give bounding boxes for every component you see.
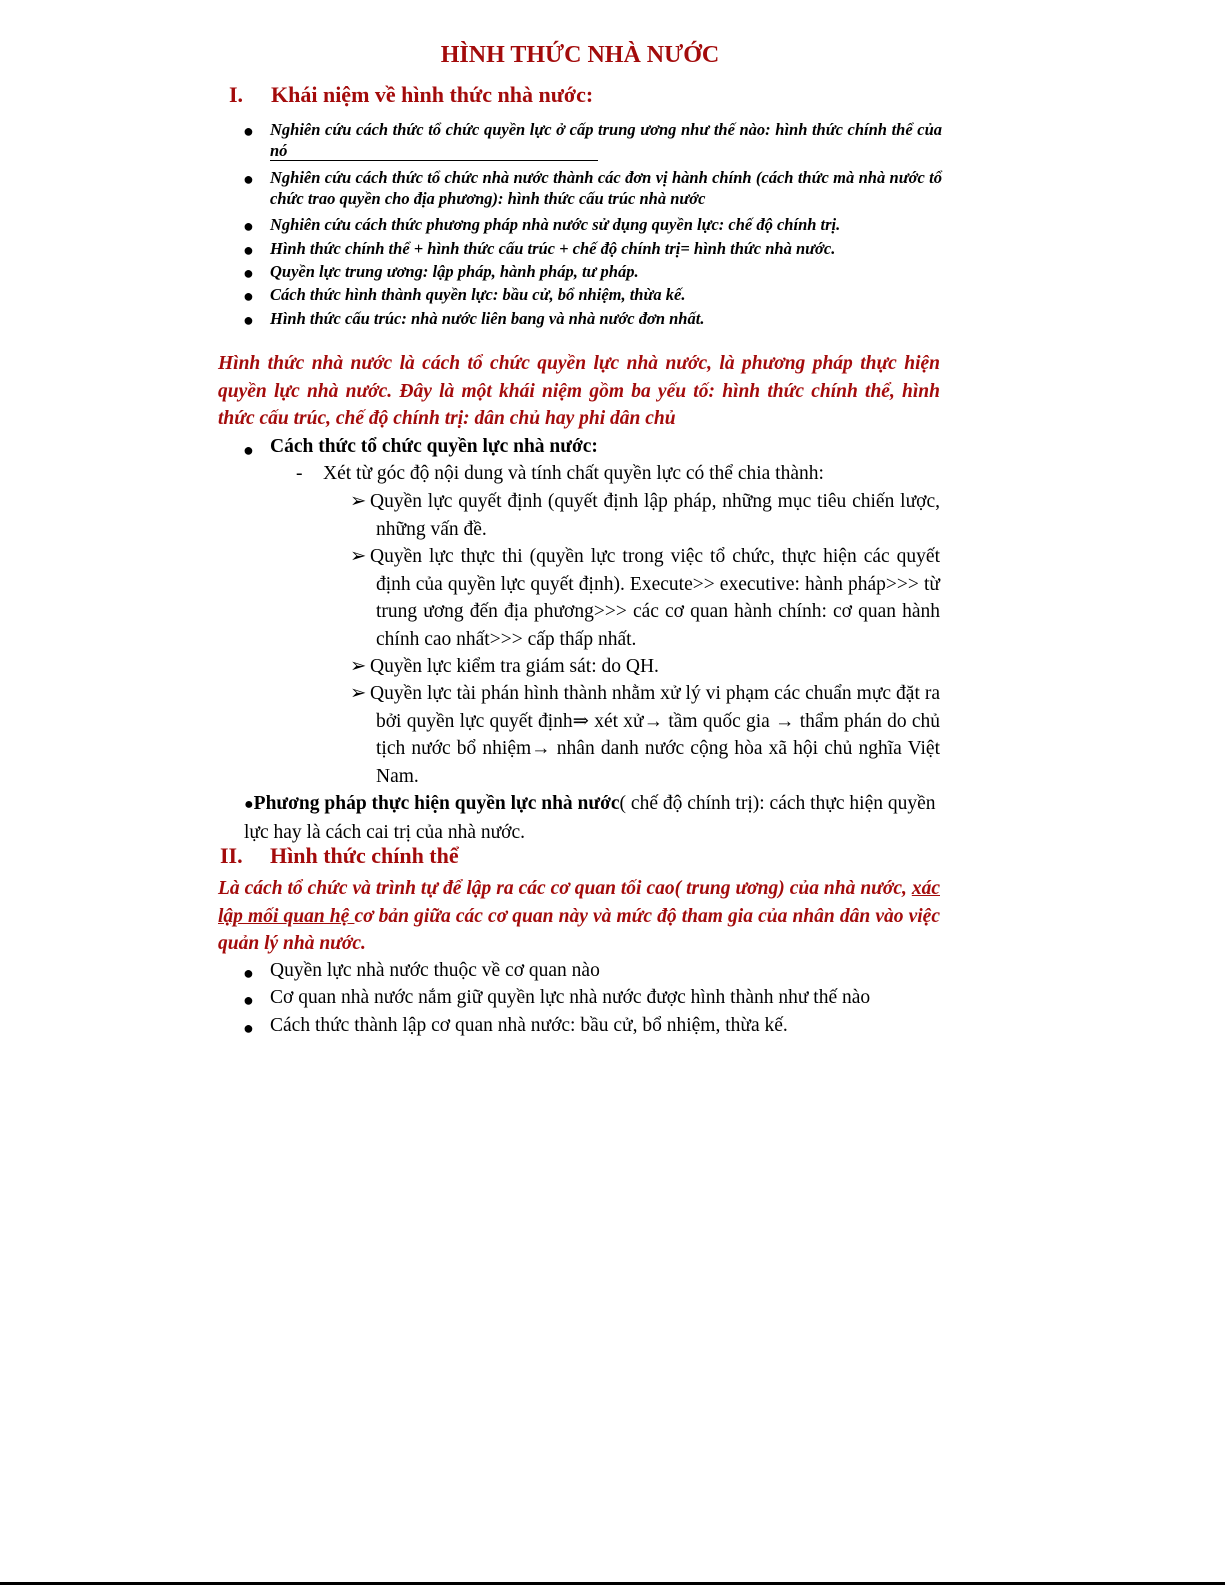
org-heading: Cách thức tổ chức quyền lực nhà nước:: [270, 436, 598, 457]
bullet-icon: ●: [243, 440, 254, 460]
section-1-title: Khái niệm về hình thức nhà nước:: [271, 82, 594, 107]
list-item: Cơ quan nhà nước nắm giữ quyền lực nhà nước được hình thành như thế nào: [270, 987, 871, 1008]
method-paragraph: [244, 790, 944, 846]
method-rest: ( chế độ chính trị): cách thực hiện quyền lực hay là cách cai trị của nhà nước.: [244, 793, 936, 843]
bullet-icon: ●: [244, 796, 254, 813]
bullet-icon: ●: [243, 310, 254, 330]
bullet-icon: ●: [243, 263, 254, 283]
bullet-icon: ●: [243, 990, 254, 1010]
list-item: Quyền lực trung ương: lập pháp, hành pháp, tư pháp.: [270, 262, 639, 281]
arrow-icon: ➢: [350, 491, 367, 512]
section-1-heading: [229, 82, 929, 110]
bullet-icon: ●: [243, 169, 254, 189]
definition-paragraph: Hình thức nhà nước là cách tổ chức quyền lực nhà nước, là phương pháp thực hiện quyền lực nhà nước. Đây là một khái niệm gồm ba yếu tố: hình thức chính thể, hình thức cấu trúc, chế độ chính trị: dân chủ hay phi dân chủ: [218, 353, 940, 429]
dash-marker: -: [296, 463, 303, 484]
bullet-icon: ●: [243, 286, 254, 306]
list-item: Cách thức hình thành quyền lực: bầu cử, bổ nhiệm, thừa kế.: [270, 285, 686, 304]
dash-item: Xét từ góc độ nội dung và tính chất quyền lực có thể chia thành:: [323, 463, 824, 484]
list-item: Nghiên cứu cách thức tổ chức nhà nước thành các đơn vị hành chính (cách thức mà nhà nước tổ chức trao quyền cho địa phương): hình thức cấu trúc nhà nước: [270, 168, 942, 208]
list-item: Hình thức cấu trúc: nhà nước liên bang và nhà nước đơn nhất.: [270, 309, 705, 328]
list-item: Nghiên cứu cách thức tổ chức quyền lực ở cấp trung ương như thế nào: hình thức chính thể của nó: [270, 120, 942, 160]
page-title: HÌNH THỨC NHÀ NƯỚC: [440, 42, 720, 68]
underline-mark: [270, 160, 598, 161]
arrow-item: Quyền lực thực thi (quyền lực trong việc tổ chức, thực hiện các quyết định của quyền lực quyết định). Execute>> executive: hành pháp>>> từ trung ương đến địa phương>>> các cơ quan hành chính: cơ quan hành chính cao nhất>>> cấp thấp nhất.: [370, 546, 940, 650]
list-item: Quyền lực nhà nước thuộc về cơ quan nào: [270, 960, 600, 981]
arrow-item: Quyền lực quyết định (quyết định lập pháp, những mục tiêu chiến lược, những vấn đề.: [370, 491, 940, 540]
arrow-icon: ➢: [350, 683, 367, 704]
underlined-phrase: xác lập mối quan hệ: [218, 878, 940, 927]
method-bold: Phương pháp thực hiện quyền lực nhà nước: [253, 793, 620, 814]
arrow-item: Quyền lực tài phán hình thành nhằm xử lý vi phạm các chuẩn mực đặt ra bởi quyền lực quyết định⇒ xét xử→ tầm quốc gia → thẩm phán do chủ tịch nước bổ nhiệm→ nhân danh nước cộng hòa xã hội chủ nghĩa Việt Nam.: [370, 683, 940, 787]
section-1-number: I.: [229, 82, 244, 107]
arrow-icon: ➢: [350, 546, 367, 567]
bullet-icon: ●: [243, 1018, 254, 1038]
bullet-icon: ●: [243, 963, 254, 983]
list-item: Nghiên cứu cách thức phương pháp nhà nước sử dụng quyền lực: chế độ chính trị.: [270, 215, 841, 234]
bullet-icon: ●: [243, 240, 254, 260]
section-2-definition: Là cách tổ chức và trình tự để lập ra các cơ quan tối cao( trung ương) của nhà nước, xác lập mối quan hệ cơ bản giữa các cơ quan này và mức độ tham gia của nhân dân vào việc quản lý nhà nước.: [218, 878, 940, 954]
section-2-number: II.: [220, 843, 243, 868]
arrow-icon: ➢: [350, 656, 367, 677]
list-item: Cách thức thành lập cơ quan nhà nước: bầu cử, bổ nhiệm, thừa kế.: [270, 1015, 788, 1036]
list-item: Hình thức chính thể + hình thức cấu trúc + chế độ chính trị= hình thức nhà nước.: [270, 239, 836, 258]
bullet-icon: ●: [243, 121, 254, 141]
bullet-icon: ●: [243, 216, 254, 236]
arrow-item: Quyền lực kiểm tra giám sát: do QH.: [370, 656, 659, 677]
section-2-heading: [220, 843, 920, 871]
section-2-title: Hình thức chính thể: [270, 843, 459, 868]
